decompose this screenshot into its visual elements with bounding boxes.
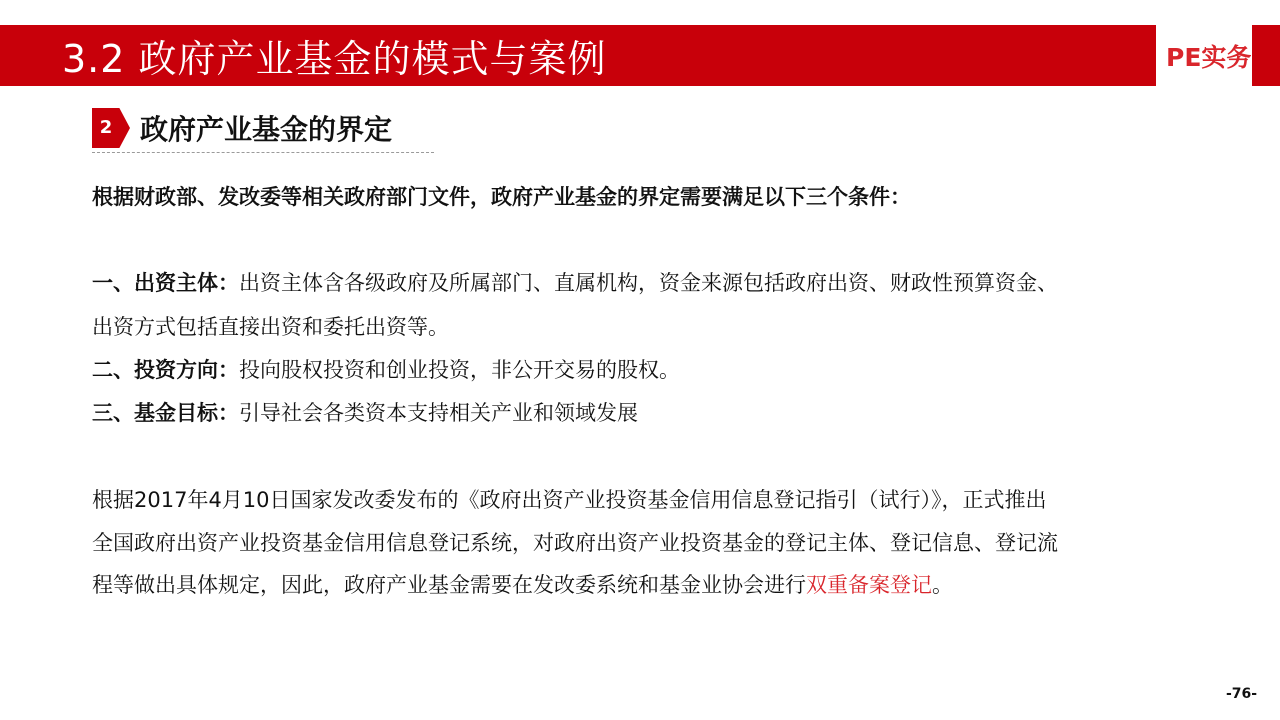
intro-text: 根据财政部、发改委等相关政府部门文件，政府产业基金的界定需要满足以下三个条件： [92, 185, 911, 209]
condition-2-label: 二、投资方向： [92, 358, 239, 382]
condition-1-text: 出资主体含各级政府及所属部门、直属机构，资金来源包括政府出资、财政性预算资金、 [239, 271, 1058, 295]
condition-3 [92, 398, 638, 428]
closing-highlight: 双重备案登记 [806, 573, 932, 597]
section-title: 政府产业基金的界定 [140, 113, 393, 146]
condition-2 [92, 355, 680, 385]
section-heading [92, 108, 434, 153]
closing-line-3-prefix: 程等做出具体规定，因此，政府产业基金需要在发改委系统和基金业协会进行 [92, 573, 806, 597]
condition-2-text: 投向股权投资和创业投资，非公开交易的股权。 [239, 358, 680, 382]
condition-3-label: 三、基金目标： [92, 401, 239, 425]
slide-title: 3.2 政府产业基金的模式与案例 [62, 37, 607, 81]
condition-1-line-2: 出资方式包括直接出资和委托出资等。 [92, 315, 449, 339]
closing-line-3-suffix: 。 [932, 573, 953, 597]
section-number: 2 [99, 117, 113, 138]
condition-1-line-1 [92, 268, 1058, 298]
closing-line-3 [92, 570, 953, 600]
closing-line-1: 根据2017年4月10日国家发改委发布的《政府出资产业投资基金信用信息登记指引（试行）》，正式推出 [92, 488, 1047, 512]
header-right-strip [1252, 25, 1280, 86]
closing-line-2: 全国政府出资产业投资基金信用信息登记系统，对政府出资产业投资基金的登记主体、登记信息、登记流 [92, 531, 1058, 555]
page-number: -76- [1226, 686, 1258, 702]
condition-1-label: 一、出资主体： [92, 271, 239, 295]
brand-logo-text: PE实务 [1166, 43, 1252, 72]
condition-3-text: 引导社会各类资本支持相关产业和领域发展 [239, 401, 638, 425]
